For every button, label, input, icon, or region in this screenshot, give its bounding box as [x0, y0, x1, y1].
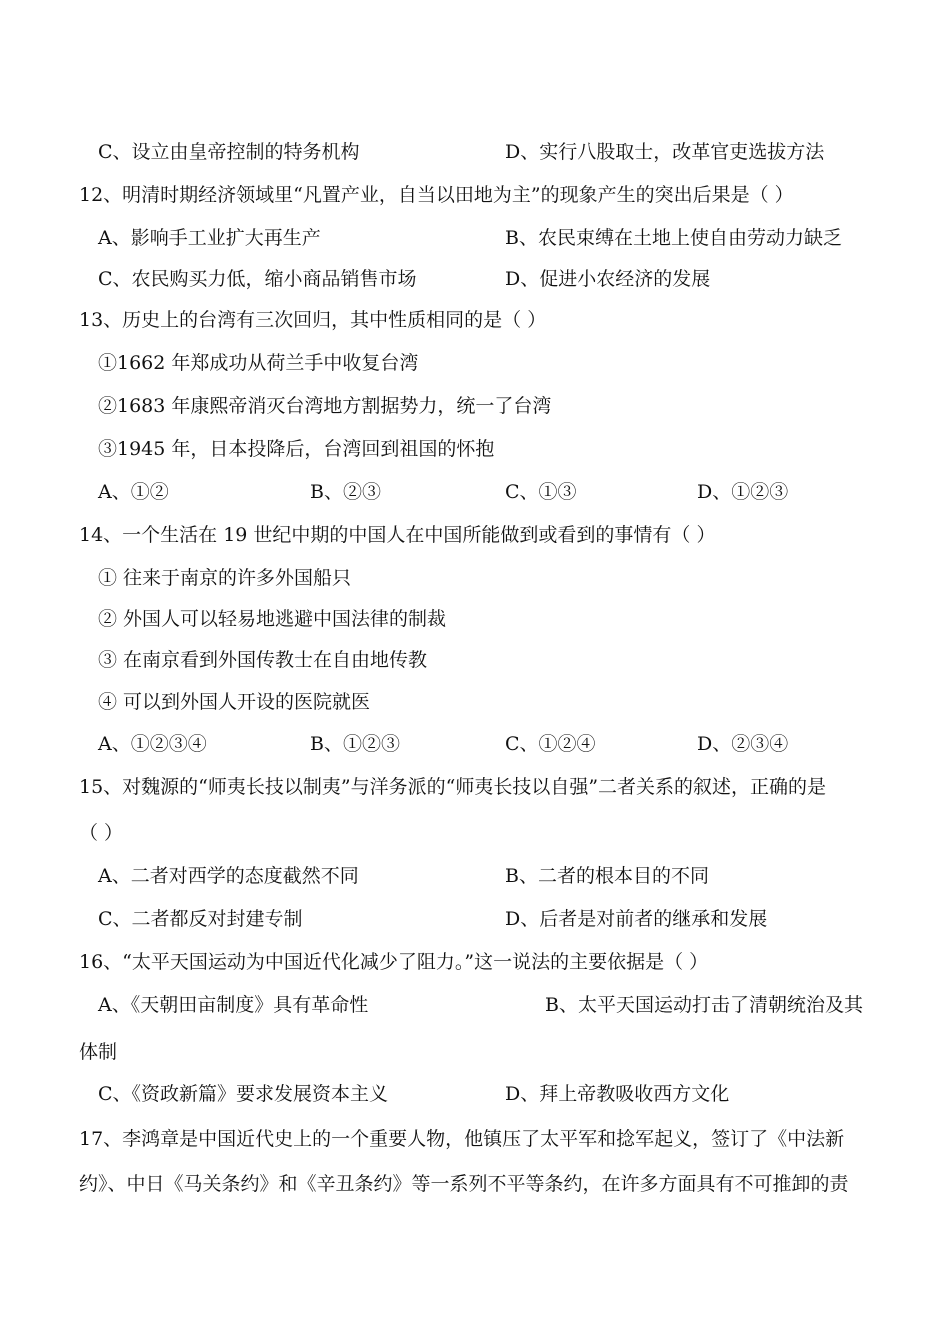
q14-option-a: A、①②③④	[98, 733, 207, 755]
q14-option-c: C、①②④	[505, 733, 596, 755]
q11-option-c: C、设立由皇帝控制的特务机构	[98, 141, 360, 163]
q16-stem: 16、“太平天国运动为中国近代化减少了阻力。”这一说法的主要依据是（ ）	[79, 951, 709, 973]
q14-option-d: D、②③④	[697, 733, 789, 755]
q16-option-c: C、《资政新篇》要求发展资本主义	[98, 1083, 389, 1105]
q11-option-d: D、实行八股取士，改革官吏选拔方法	[505, 141, 825, 163]
q13-option-c: C、①③	[505, 481, 577, 503]
q14-stem: 14、一个生活在 19 世纪中期的中国人在中国所能做到或看到的事情有（ ）	[79, 524, 716, 546]
q16-option-a: A、《天朝田亩制度》具有革命性	[98, 994, 369, 1016]
q15-option-a: A、二者对西学的态度截然不同	[98, 865, 359, 887]
q14-item-1: ① 往来于南京的许多外国船只	[98, 567, 352, 589]
q12-stem: 12、明清时期经济领域里“凡置产业，自当以田地为主”的现象产生的突出后果是（ ）	[79, 184, 794, 206]
q14-option-b: B、①②③	[310, 733, 400, 755]
q13-option-b: B、②③	[310, 481, 381, 503]
q14-item-4: ④ 可以到外国人开设的医院就医	[98, 691, 371, 713]
q16-option-b: B、太平天国运动打击了清朝统治及其	[545, 994, 863, 1016]
q13-stem: 13、历史上的台湾有三次回归，其中性质相同的是（ ）	[79, 309, 547, 331]
q15-stem: 15、对魏源的“师夷长技以制夷”与洋务派的“师夷长技以自强”二者关系的叙述，正确的是	[79, 776, 827, 798]
q17-line-1: 17、李鸿章是中国近代史上的一个重要人物，他镇压了太平军和捻军起义，签订了《中法新	[79, 1128, 845, 1150]
q16-option-d: D、拜上帝教吸收西方文化	[505, 1083, 730, 1105]
q12-option-c: C、农民购买力低，缩小商品销售市场	[98, 268, 417, 290]
q15-option-c: C、二者都反对封建专制	[98, 908, 303, 930]
q15-option-d: D、后者是对前者的继承和发展	[505, 908, 768, 930]
q15-stem-continued: （ ）	[79, 822, 124, 844]
q14-item-3: ③ 在南京看到外国传教士在自由地传教	[98, 649, 428, 671]
q13-item-2: ②1683 年康熙帝消灭台湾地方割据势力，统一了台湾	[98, 395, 552, 417]
q12-option-b: B、农民束缚在土地上使自由劳动力缺乏	[505, 227, 842, 249]
q12-option-a: A、影响手工业扩大再生产	[98, 227, 321, 249]
q17-line-2: 约》、中日《马关条约》和《辛丑条约》等一系列不平等条约，在许多方面具有不可推卸的责	[79, 1173, 849, 1195]
q12-option-d: D、促进小农经济的发展	[505, 268, 711, 290]
q15-option-b: B、二者的根本目的不同	[505, 865, 709, 887]
q14-item-2: ② 外国人可以轻易地逃避中国法律的制裁	[98, 608, 447, 630]
q13-option-a: A、①②	[98, 481, 169, 503]
q16-option-b-continued: 体制	[79, 1041, 118, 1063]
q13-item-1: ①1662 年郑成功从荷兰手中收复台湾	[98, 352, 419, 374]
q13-option-d: D、①②③	[697, 481, 789, 503]
q13-item-3: ③1945 年，日本投降后，台湾回到祖国的怀抱	[98, 438, 495, 460]
